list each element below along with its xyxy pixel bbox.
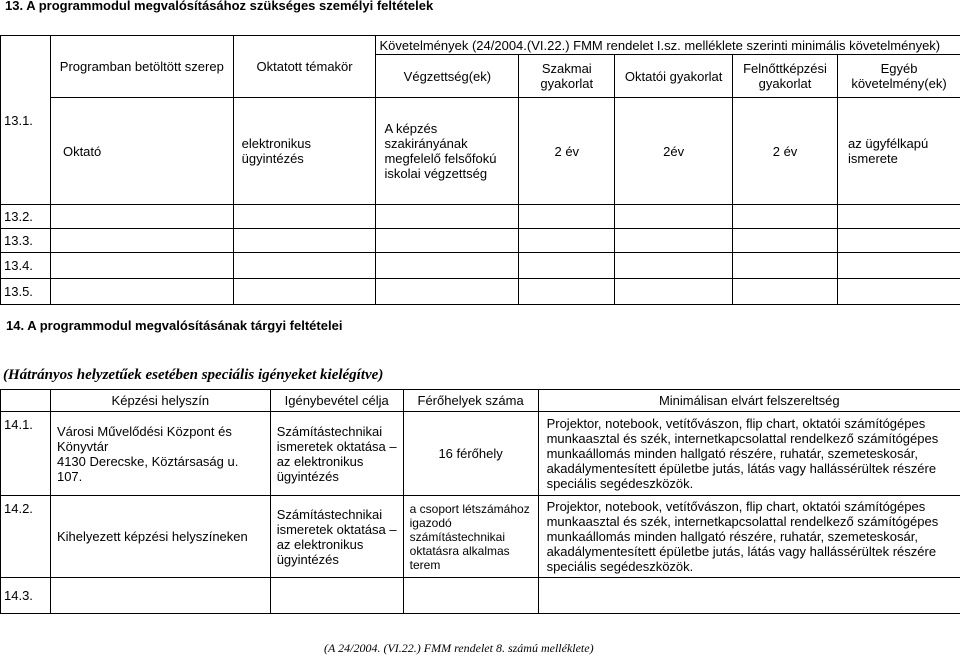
seats-cell-1: 16 férőhely	[403, 412, 538, 496]
header-education: Végzettség(ek)	[376, 55, 519, 98]
row-num-13-2: 13.2.	[1, 205, 51, 229]
personnel-table	[0, 35, 960, 305]
section-14-subtitle: (Hátrányos helyzetűek esetében speciális igényeket kielégítve)	[3, 367, 384, 383]
education-cell: A képzés szakirányának megfelelő felsőfokú iskolai végzettség	[376, 98, 519, 205]
header-other: Egyéb követelmény(ek)	[838, 55, 960, 98]
other-cell: az ügyfélkapú ismerete	[838, 98, 960, 205]
row-num-13-3: 13.3.	[1, 229, 51, 253]
location-cell-2: Kihelyezett képzési helyszíneken	[50, 496, 270, 578]
header-role: Programban betöltött szerep	[50, 36, 233, 98]
topic-cell: elektronikus ügyintézés	[233, 98, 376, 205]
section-14-title: 14. A programmodul megvalósításának tárgyi feltételei	[6, 318, 343, 333]
header-topics: Oktatott témakör	[233, 36, 376, 98]
header-requirements: Követelmények (24/2004.(VI.22.) FMM rendelet I.sz. melléklete szerinti minimális követelmények)	[376, 36, 960, 55]
section-13-title: 13. A programmodul megvalósításához szükséges személyi feltételek	[5, 0, 434, 13]
purpose-cell-1: Számítástechnikai ismeretek oktatása – az elektronikus ügyintézés	[270, 412, 403, 496]
row-num-13-4: 13.4.	[1, 253, 51, 279]
row-num-14-3: 14.3.	[1, 578, 51, 614]
header-professional: Szakmai gyakorlat	[519, 55, 615, 98]
row-num-14-1: 14.1.	[1, 412, 51, 496]
row-num-14-2: 14.2.	[1, 496, 51, 578]
header-teaching: Oktatói gyakorlat	[615, 55, 733, 98]
header-equipment: Minimálisan elvárt felszereltség	[538, 390, 960, 412]
equipment-cell-1: Projektor, notebook, vetítővászon, flip chart, oktatói számítógépes munkaasztal és szék, internetkapcsolattal rendelkező számítógépes munkaállomás minden hallgató részére, ruhatár, szemeteskosár, akadálymentesített épületbe jutás, látás vagy hallássérültek részére speciális segédeszközök.	[538, 412, 960, 496]
row-num-13-5: 13.5.	[1, 279, 51, 305]
header-adult: Felnőttképzési gyakorlat	[733, 55, 838, 98]
seats-cell-2: a csoport létszámához igazodó számítástechnikai oktatásra alkalmas terem	[403, 496, 538, 578]
footer-note: (A 24/2004. (VI.22.) FMM rendelet 8. számú melléklete)	[324, 641, 594, 655]
facilities-table	[0, 389, 960, 614]
role-cell: Oktató	[50, 98, 233, 205]
professional-cell: 2 év	[519, 98, 615, 205]
header-location: Képzési helyszín	[50, 390, 270, 412]
header-seats: Férőhelyek száma	[403, 390, 538, 412]
teaching-cell: 2év	[615, 98, 733, 205]
location-cell-1: Városi Művelődési Központ és Könyvtár 4130 Derecske, Köztársaság u. 107.	[50, 412, 270, 496]
equipment-cell-2: Projektor, notebook, vetítővászon, flip chart, oktatói számítógépes munkaasztal és szék, internetkapcsolattal rendelkező számítógépes munkaállomás minden hallgató részére, ruhatár, szemeteskosár, akadálymentesített épületbe jutás, látás vagy hallássérültek részére speciális segédeszközök.	[538, 496, 960, 578]
adult-cell: 2 év	[733, 98, 838, 205]
row-num-13-1: 13.1.	[1, 36, 51, 205]
header-purpose: Igénybevétel célja	[270, 390, 403, 412]
purpose-cell-2: Számítástechnikai ismeretek oktatása – az elektronikus ügyintézés	[270, 496, 403, 578]
